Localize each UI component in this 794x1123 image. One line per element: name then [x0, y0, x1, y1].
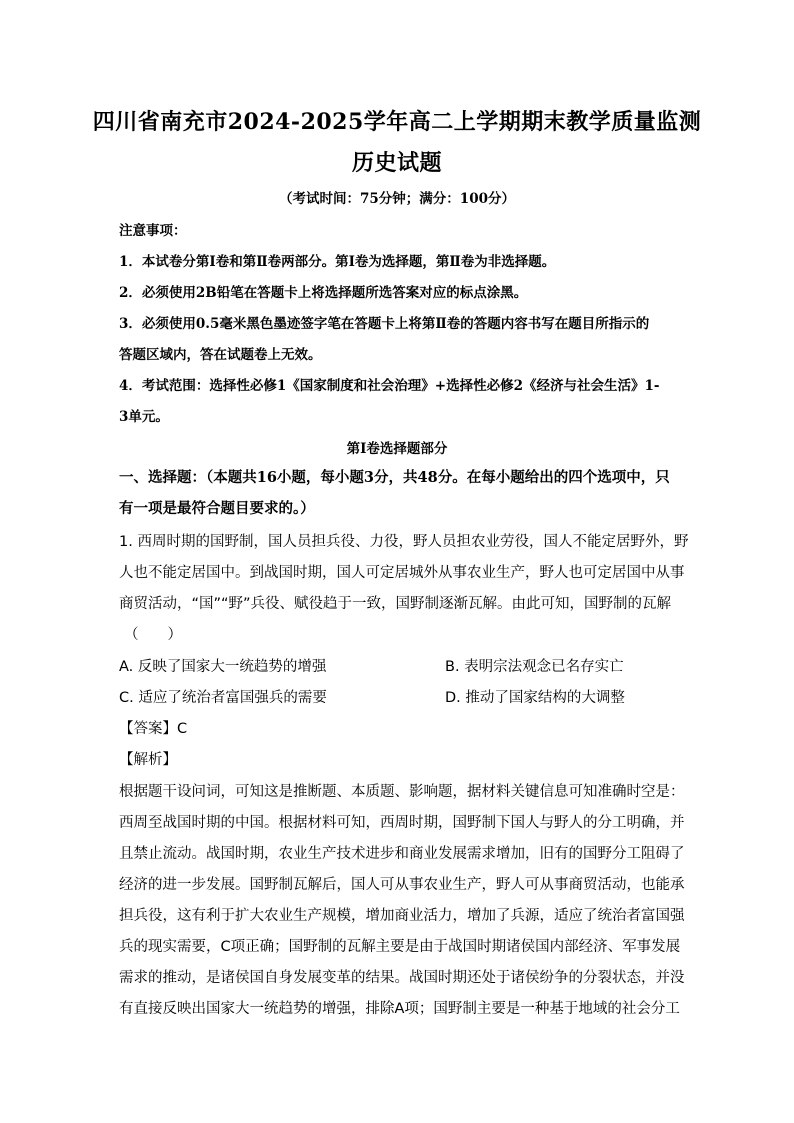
note-item: 2．必须使用2B铅笔在答题卡上将选择题所选答案对应的标点涂黑。	[119, 285, 528, 301]
option-a: A. 反映了国家大一统趋势的增强	[119, 659, 327, 675]
document-subtitle: 历史试题	[351, 150, 442, 176]
exam-info: （考试时间：75分钟；满分：100分）	[279, 191, 515, 207]
question-stem: 商贸活动，“国”“野”兵役、赋役趋于一致，国野制逐渐瓦解。由此可知，国野制的瓦解	[119, 596, 672, 612]
option-b: B. 表明宗法观念已名存实亡	[445, 659, 624, 675]
analysis-line: 需求的推动，是诸侯国自身发展变革的结果。战国时期还处于诸侯纷争的分裂状态，并没	[119, 970, 685, 986]
analysis-line: 兵的现实需要，C项正确；国野制的瓦解主要是由于战国时期诸侯国内部经济、军事发展	[119, 939, 681, 955]
analysis-line: 西周至战国时期的中国。根据材料可知，西周时期，国野制下国人与野人的分工明确，并	[119, 815, 685, 831]
option-c: C. 适应了统治者富国强兵的需要	[119, 690, 327, 706]
analysis-line: 经济的进一步发展。国野制瓦解后，国人可从事农业生产，野人可从事商贸活动，也能承	[119, 877, 685, 893]
answer-label: 【答案】C	[119, 721, 188, 737]
question-stem: （ ）	[124, 627, 182, 643]
question-stem: 人也不能定居国中。到战国时期，国人可定居城外从事农业生产，野人也可定居国中从事	[119, 565, 685, 581]
option-d: D. 推动了国家结构的大调整	[445, 690, 625, 706]
question-stem: 1. 西周时期的国野制，国人员担兵役、力役，野人员担农业劳役，国人不能定居野外，野	[119, 534, 689, 550]
analysis-line: 有直接反映出国家大一统趋势的增强，排除A项；国野制主要是一种基于地域的社会分工	[119, 1001, 680, 1017]
analysis-line: 担兵役，这有利于扩大农业生产规模，增加商业活力，增加了兵源，适应了统治者富国强	[119, 908, 685, 924]
note-item: 3．必须使用0.5毫米黑色墨迹签字笔在答题卡上将第Ⅱ卷的答题内容书写在题目所指示的	[119, 316, 650, 332]
analysis-heading: 【解析】	[119, 752, 177, 768]
section-heading: 有一项是最符合题目要求的。）	[119, 500, 315, 517]
document-title: 四川省南充市2024-2025学年高二上学期期末教学质量监测	[92, 109, 702, 135]
analysis-line: 根据题干设问词，可知这是推断题、本质题、影响题，据材料关键信息可知准确时空是：	[119, 784, 685, 800]
note-item: 4．考试范围：选择性必修1《国家制度和社会治理》+选择性必修2《经济与社会生活》1-	[119, 378, 660, 394]
part-title: 第Ⅰ卷选择题部分	[346, 441, 448, 457]
note-item: 3单元。	[119, 409, 169, 425]
section-heading: 一、选择题：（本题共16小题，每小题3分，共48分。在每小题给出的四个选项中，只	[119, 469, 670, 486]
note-item: 答题区域内，答在试题卷上无效。	[119, 347, 322, 363]
notes-heading: 注意事项：	[119, 223, 187, 239]
note-item: 1．本试卷分第Ⅰ卷和第Ⅱ卷两部分。第Ⅰ卷为选择题，第Ⅱ卷为非选择题。	[119, 254, 556, 270]
analysis-line: 且禁止流动。战国时期，农业生产技术进步和商业发展需求增加，旧有的国野分工阻碍了	[119, 846, 685, 862]
